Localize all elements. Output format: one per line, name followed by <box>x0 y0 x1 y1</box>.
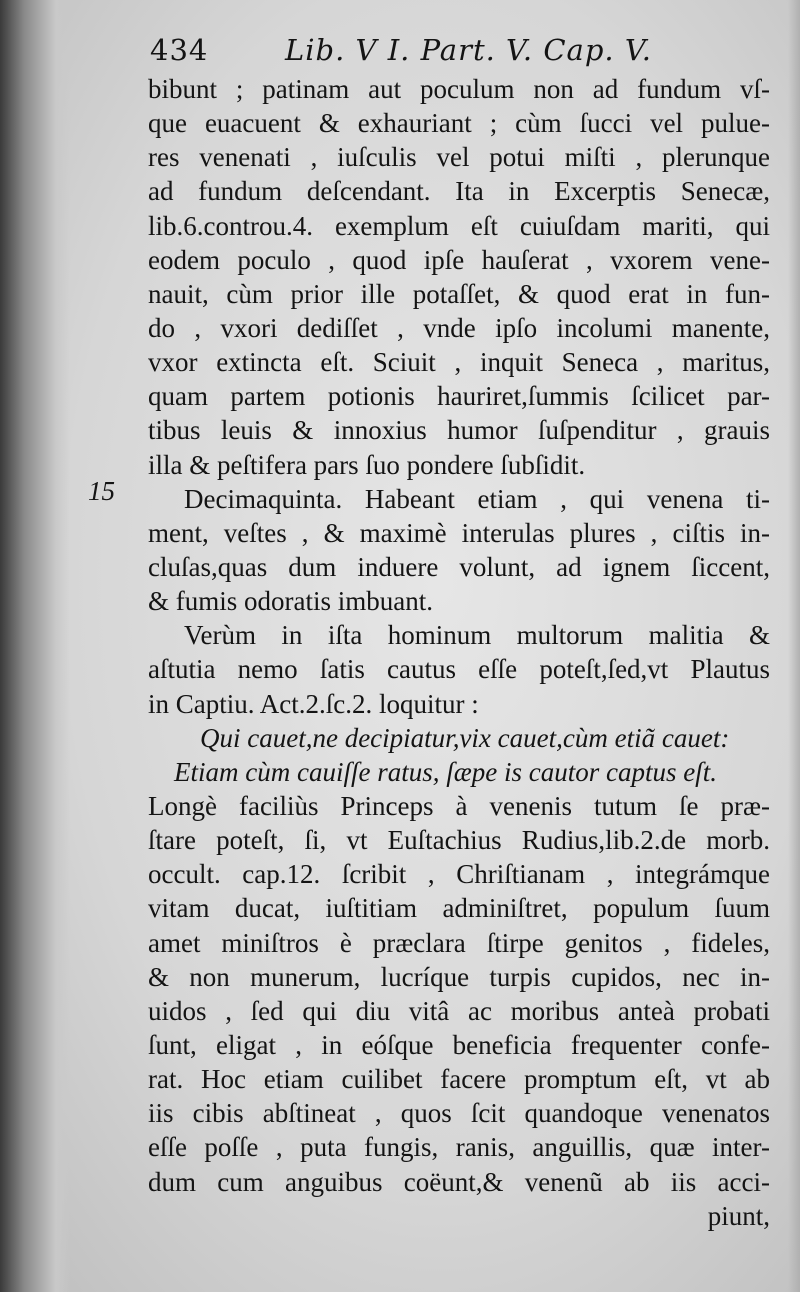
page-header <box>150 30 670 70</box>
text-line: iis cibis abſtineat , quos ſcit quandoque venenatos <box>148 1098 770 1129</box>
text-line: ſtare poteſt, ſi, vt Euſtachius Rudius,lib.2.de morb. <box>148 825 770 856</box>
text-line: rat. Hoc etiam cuilibet facere promptum eſt, vt ab <box>148 1064 770 1095</box>
text-line: occult. cap.12. ſcribit , Chriſtianam , integrámque <box>148 859 770 890</box>
text-line: vitam ducat, iuſtitiam adminiſtret, populum ſuum <box>148 893 770 924</box>
text-line: nauit, cùm prior ille potaſſet, & quod erat in fun- <box>148 278 770 309</box>
text-line: ad fundum deſcendant. Ita in Excerptis Senecæ, <box>148 176 770 207</box>
text-line: res venenati , iuſculis vel potui miſti , plerunque <box>148 142 770 173</box>
text-line: cluſas,quas dum induere volunt, ad ignem ſiccent, <box>148 551 770 582</box>
text-line: eſſe poſſe , puta fungis, ranis, anguillis, quæ inter- <box>148 1132 770 1163</box>
body-text <box>148 72 770 1233</box>
text-line: ſunt, eligat , in eóſque beneficia frequenter confe- <box>148 1029 770 1060</box>
text-line: Longè faciliùs Princeps à venenis tutum ſe præ- <box>148 790 770 821</box>
text-line: Decimaquinta. Habeant etiam , qui venena ti- <box>184 483 770 514</box>
text-line: ment, veſtes , & maximè interulas plures , ciſtis in- <box>148 517 770 548</box>
text-line: illa & peſtifera pars ſuo pondere ſubſidit. <box>148 449 586 480</box>
verse-line: Etiam cùm cauiſſe ratus, ſæpe is cautor captus eſt. <box>174 756 717 787</box>
text-line: Verùm in iſta hominum multorum malitia & <box>184 620 770 651</box>
text-line: eodem poculo , quod ipſe hauſerat , vxorem vene- <box>148 244 770 275</box>
text-line: vxor extincta eſt. Sciuit , inquit Seneca , maritus, <box>148 347 770 378</box>
catchword: piunt, <box>707 1200 770 1231</box>
text-line: que euacuent & exhauriant ; cùm ſucci vel pulue- <box>148 108 770 139</box>
text-line: dum cum anguibus coëunt,& venenũ ab iis acci- <box>148 1166 770 1197</box>
text-line: uidos , ſed qui diu vitâ ac moribus anteà probati <box>148 995 770 1026</box>
text-line: lib.6.controu.4. exemplum eſt cuiuſdam mariti, qui <box>148 210 770 241</box>
text-line: do , vxori dediſſet , vnde ipſo incolumi manente, <box>148 312 770 343</box>
page-number: 434 <box>150 33 209 67</box>
page-edge-shadow <box>788 0 800 1292</box>
verse-line: Qui cauet,ne decipiatur,vix cauet,cùm etiã cauet: <box>200 722 730 753</box>
text-line: bibunt ; patinam aut poculum non ad fundum vſ- <box>148 74 770 104</box>
running-head: Lib. V I. Part. V. Cap. V. <box>285 33 652 67</box>
text-line: amet miniſtros è præclara ſtirpe genitos , fideles, <box>148 927 770 958</box>
text-line: quam partem potionis hauriret,ſummis ſcilicet par- <box>148 381 770 412</box>
text-line: in Captiu. Act.2.ſc.2. loquitur : <box>148 688 479 719</box>
page-gutter-shadow <box>0 0 70 1292</box>
text-line: & fumis odoratis imbuant. <box>148 586 433 617</box>
margin-note: 15 <box>88 476 115 506</box>
text-line: tibus leuis & innoxius humor ſuſpenditur , grauis <box>148 415 770 446</box>
text-line: aſtutia nemo ſatis cautus eſſe poteſt,ſed,vt Plautus <box>148 654 770 685</box>
text-line: & non munerum, lucríque turpis cupidos, nec in- <box>148 961 770 992</box>
